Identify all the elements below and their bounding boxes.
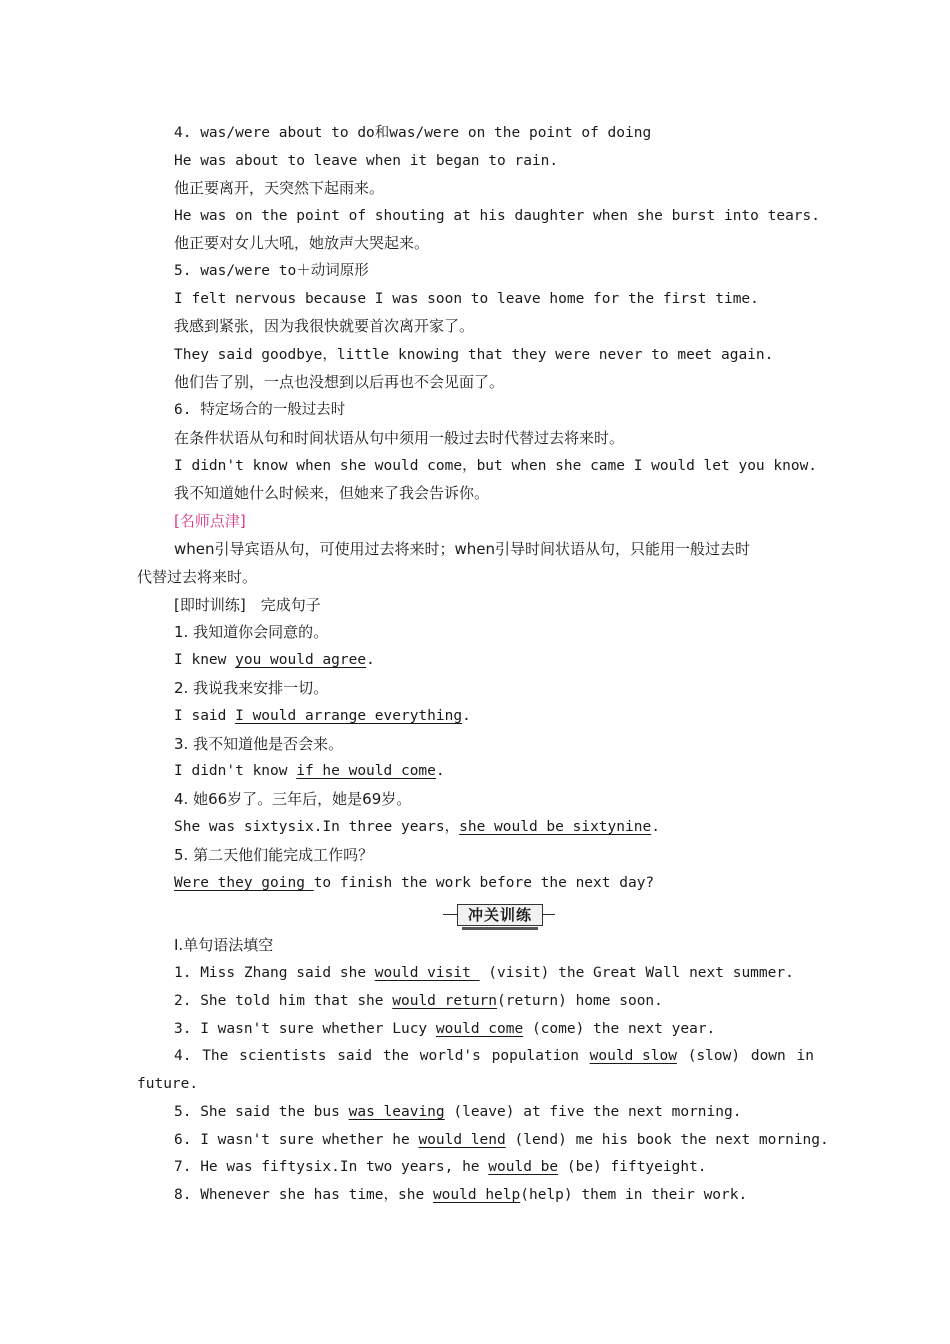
example-sentence: They said goodbye，little knowing that they were never to meet again. bbox=[174, 347, 774, 363]
teacher-tip-text-cont: 代替过去将来时。 bbox=[137, 568, 258, 586]
example-translation: 他们告了别，一点也没想到以后再也不会见面了。 bbox=[174, 373, 505, 391]
example-sentence: I didn't know when she would come，but when she came I would let you know. bbox=[174, 458, 818, 474]
example-translation: 他正要对女儿大吼，她放声大哭起来。 bbox=[174, 234, 430, 252]
example-sentence: I felt nervous because I was soon to leave home for the first time. bbox=[174, 291, 759, 307]
example-translation: 我感到紧张，因为我很快就要首次离开家了。 bbox=[174, 317, 475, 335]
answer-blank: would lend bbox=[418, 1132, 506, 1148]
practice-prompt: 3. 我不知道他是否会来。 bbox=[174, 735, 344, 753]
practice-prompt: 2. 我说我来安排一切。 bbox=[174, 679, 329, 697]
example-sentence: He was on the point of shouting at his daughter when she burst into tears. bbox=[174, 208, 821, 224]
example-translation: 我不知道她什么时候来，但她来了我会告诉你。 bbox=[174, 484, 490, 502]
banner-title: 冲关训练 bbox=[457, 904, 543, 926]
exercise-item: 7. He was fiftysix.In two years, he would be (be) fiftyeight. bbox=[174, 1159, 707, 1175]
practice-prompt: 5. 第二天他们能完成工作吗？ bbox=[174, 846, 374, 864]
answer-blank: would visit bbox=[374, 965, 480, 981]
practice-answer-line: I didn't know if he would come. bbox=[174, 763, 445, 779]
exercise-item: 3. I wasn't sure whether Lucy would come (come) the next year. bbox=[174, 1021, 716, 1037]
answer-blank: Were they going bbox=[174, 875, 314, 891]
teacher-tip-text: when引导宾语从句，可使用过去将来时；when引导时间状语从句，只能用一般过去时 bbox=[174, 540, 751, 558]
exercise-item: 1. Miss Zhang said she would visit (visit) the Great Wall next summer. bbox=[174, 965, 794, 981]
answer-blank: she would be sixtynine bbox=[459, 819, 652, 835]
exercise-item: 5. She said the bus was leaving (leave) at five the next morning. bbox=[174, 1104, 742, 1120]
practice-prompt: 1. 我知道你会同意的。 bbox=[174, 623, 329, 641]
answer-blank: would slow bbox=[589, 1048, 677, 1064]
answer-blank: if he would come bbox=[296, 763, 436, 779]
answer-blank: would come bbox=[435, 1021, 524, 1037]
answer-blank: was leaving bbox=[348, 1104, 445, 1120]
exercise-item: 8. Whenever she has time，she would help(help) them in their work. bbox=[174, 1187, 748, 1203]
answer-blank: I would arrange everything bbox=[235, 708, 463, 724]
grammar-rule: 在条件状语从句和时间状语从句中须用一般过去时代替过去将来时。 bbox=[174, 429, 625, 447]
answer-blank: would be bbox=[488, 1159, 559, 1175]
exercise-heading: Ⅰ.单句语法填空 bbox=[174, 936, 274, 954]
practice-prompt: 4. 她66岁了。三年后，她是69岁。 bbox=[174, 790, 412, 808]
practice-answer-line: Were they going to finish the work before the next day? bbox=[174, 875, 655, 891]
exercise-item-4-cont: future. bbox=[137, 1076, 199, 1092]
exercise-item-4: 4. The scientists said the world's population would slow (slow) down in bbox=[174, 1048, 814, 1064]
grammar-point-4-title: 4. was/were about to do和was/were on the point of doing bbox=[174, 125, 652, 141]
grammar-point-5-title: 5. was/were to＋动词原形 bbox=[174, 263, 369, 279]
practice-answer-line: I knew you would agree. bbox=[174, 652, 375, 668]
grammar-point-6-title: 6. 特定场合的一般过去时 bbox=[174, 402, 346, 418]
answer-blank: would help bbox=[432, 1187, 521, 1203]
example-sentence: He was about to leave when it began to rain. bbox=[174, 153, 559, 169]
example-translation: 他正要离开，天突然下起雨来。 bbox=[174, 179, 385, 197]
practice-answer-line: I said I would arrange everything. bbox=[174, 708, 471, 724]
exercise-item: 6. I wasn't sure whether he would lend (lend) me his book the next morning. bbox=[174, 1132, 829, 1148]
practice-answer-line: She was sixtysix.In three years，she would be sixtynine. bbox=[174, 819, 660, 835]
practice-heading: [即时训练] 完成句子 bbox=[174, 596, 321, 614]
answer-blank: you would agree bbox=[235, 652, 367, 668]
teacher-tip-label: [名师点津] bbox=[174, 512, 246, 530]
exercise-item: 2. She told him that she would return(return) home soon. bbox=[174, 993, 663, 1009]
answer-blank: would return bbox=[392, 993, 498, 1009]
section-banner bbox=[443, 904, 555, 926]
